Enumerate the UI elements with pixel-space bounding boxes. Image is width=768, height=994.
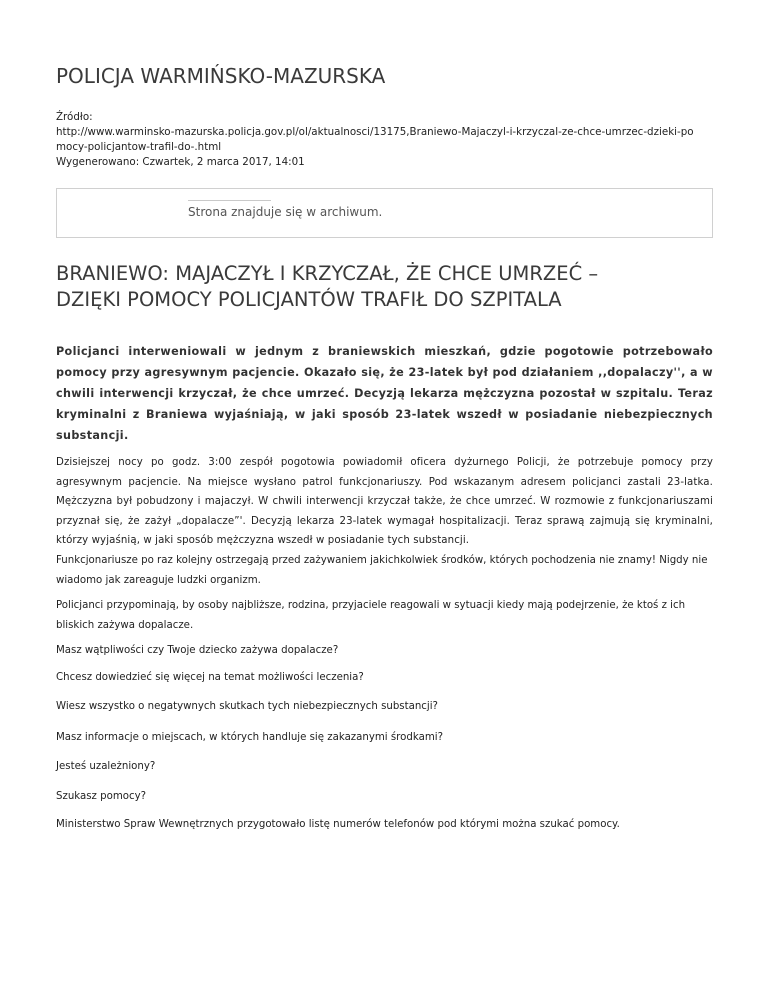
archive-notice-text: Strona znajduje się w archiwum. <box>188 205 383 219</box>
source-url-line1: http://www.warminsko-mazurska.policja.gov.pl/ol/aktualnosci/13175,Braniewo-Majaczyl-i-krzyczal-ze-chce-umrzec-dzieki-po <box>56 126 694 138</box>
question-3: Wiesz wszystko o negatywnych skutkach tych niebezpiecznych substancji? <box>56 701 438 712</box>
archive-notice-box <box>56 188 713 238</box>
question-5: Jesteś uzależniony? <box>56 761 156 772</box>
question-1: Masz wątpliwości czy Twoje dziecko zażywa dopalacze? <box>56 645 339 656</box>
article-lead: Policjanci interweniowali w jednym z braniewskich mieszkań, gdzie pogotowie potrzebowało pomocy przy agresywnym pacjencie. Okazało się, że 23-latek był pod działaniem ,,dopalaczy'', a w chwili interwencji krzyczał, że chce umrzeć. Decyzją lekarza mężczyzna pozostał w szpitalu. Teraz kryminalni z Braniewa wyjaśniają, w jaki sposób 23-latek wszedł w posiadanie niebezpiecznych substancji. <box>56 345 713 442</box>
question-2: Chcesz dowiedzieć się więcej na temat możliwości leczenia? <box>56 672 364 683</box>
question-6: Szukasz pomocy? <box>56 791 147 802</box>
source-url-line2: mocy-policjantow-trafil-do-.html <box>56 141 222 153</box>
article-paragraph-3: Policjanci przypominają, by osoby najbliższe, rodzina, przyjaciele reagowali w sytuacji kiedy mają podejrzenie, że ktoś z ich bliskich zażywa dopalacze. <box>56 600 686 631</box>
article-headline <box>56 261 713 313</box>
headline-line-1: BRANIEWO: MAJACZYŁ I KRZYCZAŁ, ŻE CHCE UMRZEĆ – <box>56 262 599 285</box>
source-meta <box>56 110 713 170</box>
archive-divider <box>188 200 271 201</box>
source-label: Źródło: <box>56 111 93 123</box>
site-title: POLICJA WARMIŃSKO-MAZURSKA <box>56 64 386 88</box>
article-paragraph-4: Ministerstwo Spraw Wewnętrznych przygotowało listę numerów telefonów pod którymi można szukać pomocy. <box>56 819 620 830</box>
headline-line-2: DZIĘKI POMOCY POLICJANTÓW TRAFIŁ DO SZPITALA <box>56 288 562 311</box>
generated-date: Wygenerowano: Czwartek, 2 marca 2017, 14:01 <box>56 156 305 168</box>
article-paragraph-2: Funkcjonariusze po raz kolejny ostrzegają przed zażywaniem jakichkolwiek środków, których pochodzenia nie znamy! Nigdy nie wiadomo jak zareaguje ludzki organizm. <box>56 555 708 586</box>
article-paragraph-1: Dzisiejszej nocy po godz. 3:00 zespół pogotowia powiadomił oficera dyżurnego Policji, że potrzebuje pomocy przy agresywnym pacjencie. Na miejsce wysłano patrol funkcjonariuszy. Pod wskazanym adresem policjanci zastali 23-latka. Mężczyzna był pobudzony i majaczył. W chwili interwencji krzyczał także, że chce umrzeć. W rozmowie z funkcjonariuszami przyznał się, że zażył „dopalacze”'. Decyzją lekarza 23-latek wymagał hospitalizacji. Teraz sprawą zajmują się kryminalni, którzy wyjaśnią, w jaki sposób mężczyzna wszedł w posiadanie tych substancji. <box>56 457 713 546</box>
question-4: Masz informacje o miejscach, w których handluje się zakazanymi środkami? <box>56 732 443 743</box>
